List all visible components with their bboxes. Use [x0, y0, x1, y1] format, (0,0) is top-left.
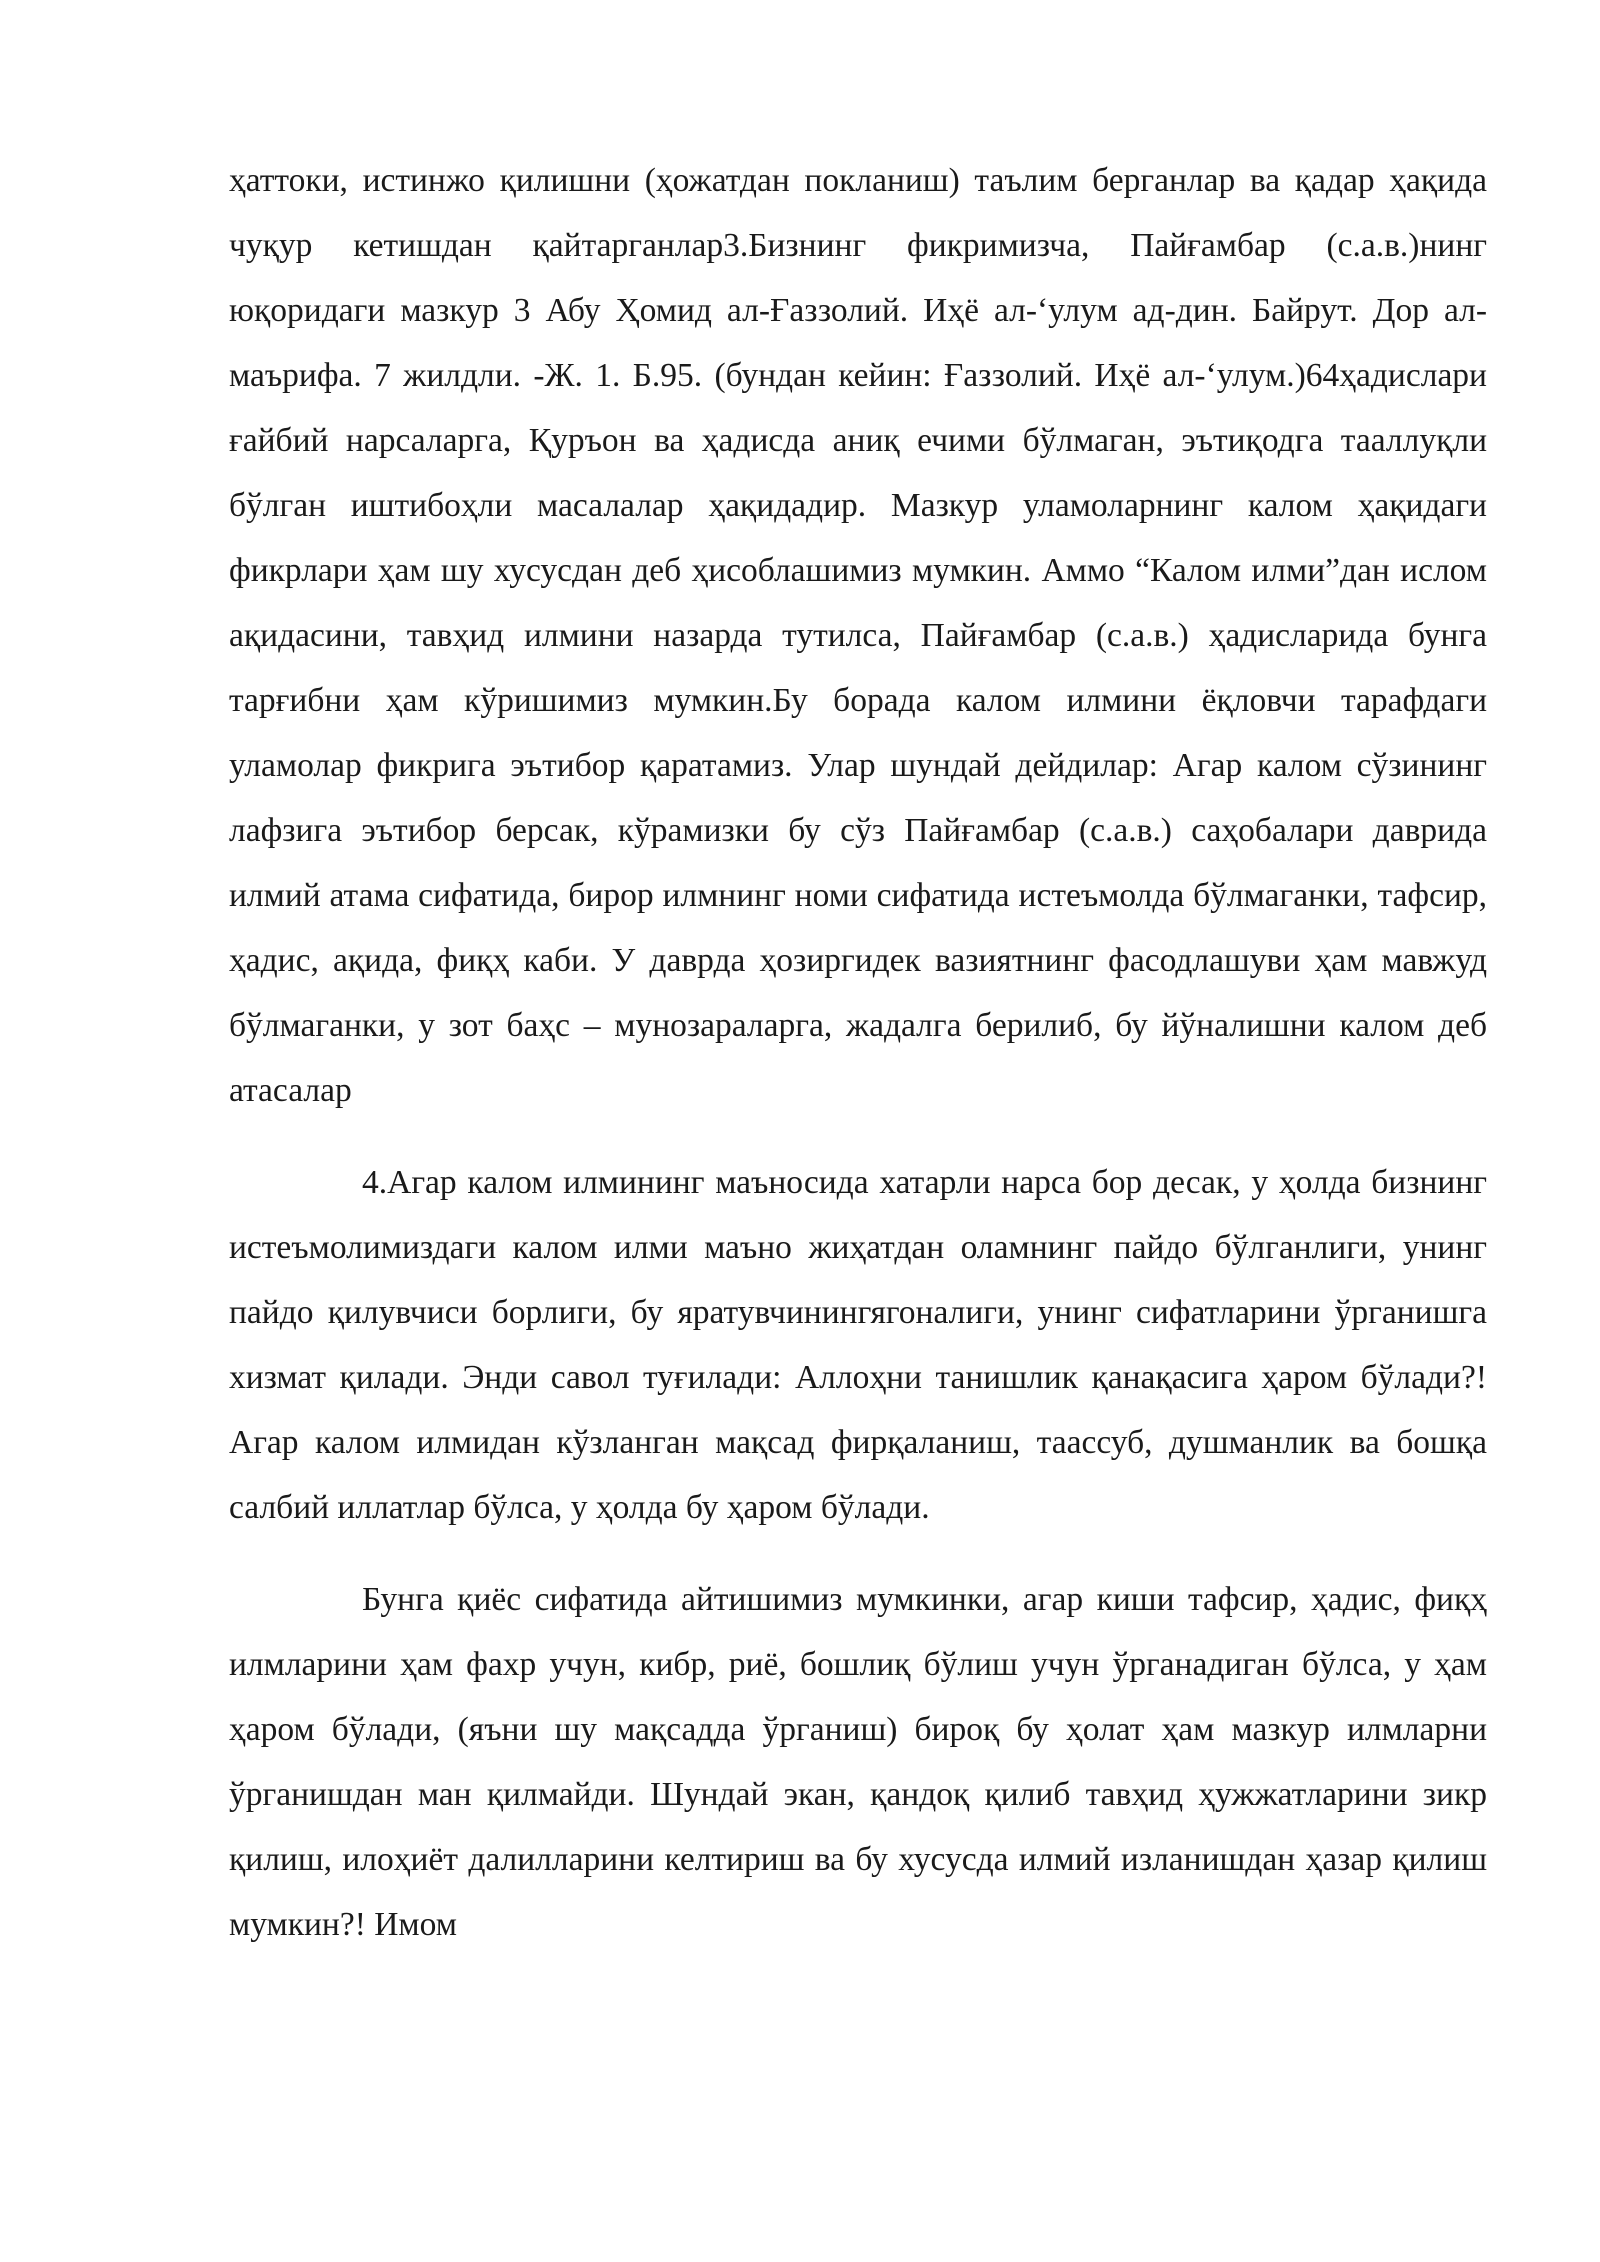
paragraph-1: ҳаттоки, истинжо қилишни (ҳожатдан покланиш) таълим берганлар ва қадар ҳақида чуқур кетишдан қайтарганлар3.Бизнинг фикримизча, Пайғамбар (с.а.в.)нинг юқоридаги мазкур 3 Абу Ҳомид ал-Ғаззолий. Иҳё ал-‘улум ад-дин. Байрут. Дор ал-маърифа. 7 жилдли. -Ж. 1. Б.95. (бундан кейин: Ғаззолий. Иҳё ал-‘улум.)64ҳадислари ғайбий нарсаларга, Қуръон ва ҳадисда аниқ ечими бўлмаган, эътиқодга тааллуқли бўлган иштибоҳли масалалар ҳақидадир. Мазкур уламоларнинг калом ҳақидаги фикрлари ҳам шу хусусдан деб ҳисоблашимиз мумкин. Аммо “Калом илми”дан ислом ақидасини, тавҳид илмини назарда тутилса, Пайғамбар (с.а.в.) ҳадисларида бунга тарғибни ҳам кўришимиз мумкин.Бу борада калом илмини ёқловчи тарафдаги уламолар фикрига эътибор қаратамиз. Улар шундай дейдилар: Агар калом сўзининг лафзига эътибор берсак, кўрамизки бу сўз Пайғамбар (с.а.в.) саҳобалари даврида илмий атама сифатида, бирор илмнинг номи сифатида истеъмолда бўлмаганки, тафсир, ҳадис, ақида, фиқҳ каби. У даврда ҳозиргидек вазиятнинг фасодлашуви ҳам мавжуд бўлмаганки, у зот баҳс – мунозараларга, жадалга берилиб, бу йўналишни калом деб атасалар [229, 162, 1487, 1109]
paragraph-3: Бунга қиёс сифатида айтишимиз мумкинки, агар киши тафсир, ҳадис, фиқҳ илмларини ҳам фахр учун, кибр, риё, бошлиқ бўлиш учун ўрганадиган бўлса, у ҳам ҳаром бўлади, (яъни шу мақсадда ўрганиш) бироқ бу ҳолат ҳам мазкур илмларни ўрганишдан ман қилмайди. Шундай экан, қандоқ қилиб тавҳид ҳужжатларини зикр қилиш, илоҳиёт далилларини келтириш ва бу хусусда илмий изланишдан ҳазар қилиш мумкин?! Имом [229, 1581, 1487, 1943]
document-body [229, 148, 1487, 1957]
paragraph-2: 4.Агар калом илмининг маъносида хатарли нарса бор десак, у ҳолда бизнинг истеъмолимиздаги калом илми маъно жиҳатдан оламнинг пайдо бўлганлиги, унинг пайдо қилувчиси борлиги, бу яратувчинингягоналиги, унинг сифатларини ўрганишга хизмат қилади. Энди савол туғилади: Аллоҳни танишлик қанақасига ҳаром бўлади?!Агар калом илмидан кўзланган мақсад фирқаланиш, таассуб, душманлик ва бошқа салбий иллатлар бўлса, у ҳолда бу ҳаром бўлади. [229, 1164, 1487, 1526]
